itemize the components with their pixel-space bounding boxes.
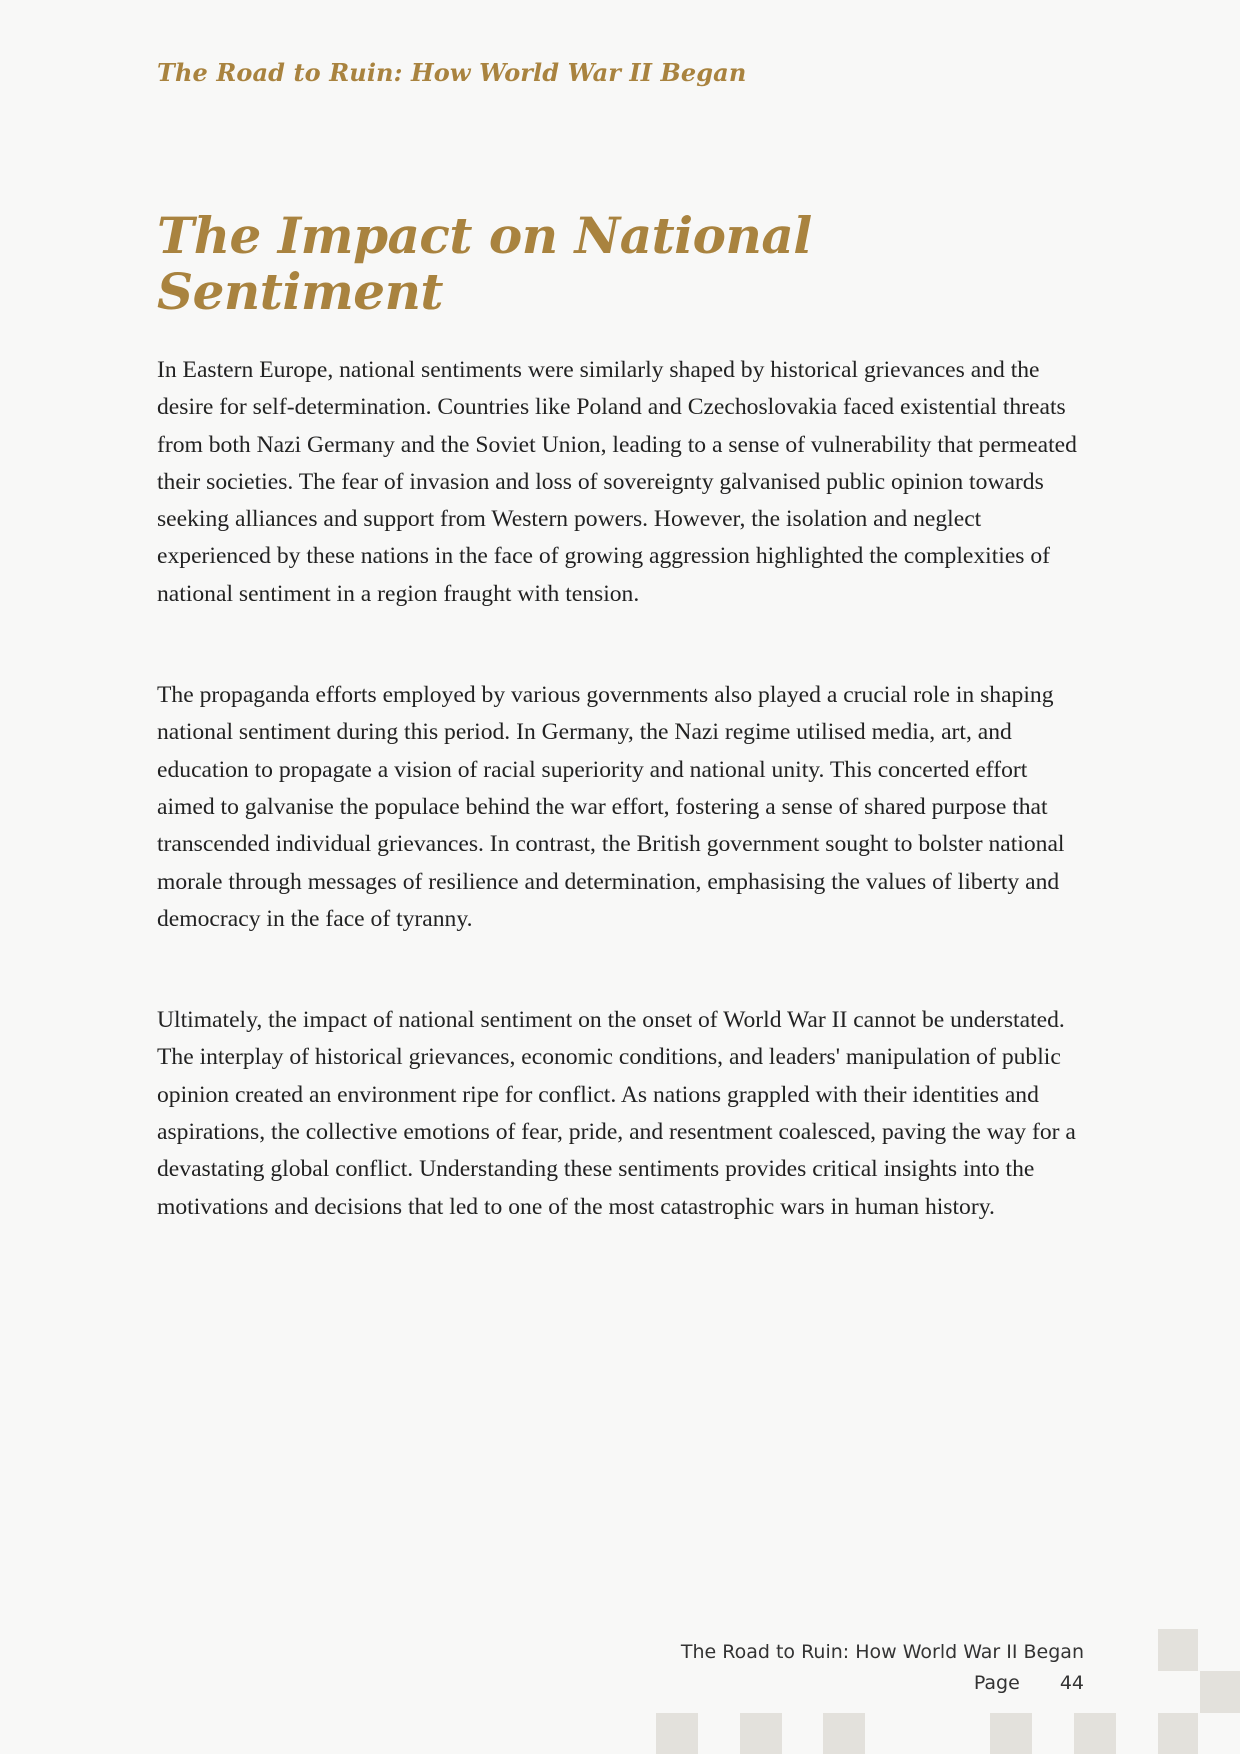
paragraph: The propaganda efforts employed by various governments also played a crucial role in shaping national sentiment during this period. In Germany, the Nazi regime utilised media, art, and education to propagate a vision of racial superiority and national unity. This concerted effort aimed to galvanise the populace behind the war effort, fostering a sense of shared purpose that transcended individual grievances. In contrast, the British government sought to bolster national morale through messages of resilience and determination, emphasising the values of liberty and democracy in the face of tyranny. <box>157 682 1065 932</box>
decorative-square <box>1200 1671 1240 1713</box>
decorative-square <box>1158 1629 1198 1671</box>
decorative-square <box>823 1713 865 1754</box>
page-label: Page <box>973 1672 1020 1694</box>
footer-page-number <box>974 1672 1084 1694</box>
decorative-square <box>990 1713 1032 1754</box>
page-number: 44 <box>1059 1672 1084 1694</box>
paragraph: Ultimately, the impact of national sentiment on the onset of World War II cannot be understated. The interplay of historical grievances, economic conditions, and leaders' manipulation of public opinion created an environment ripe for conflict. As nations grappled with their identities and aspirations, the collective emotions of fear, pride, and resentment coalesced, paving the way for a devastating global conflict. Understanding these sentiments provides critical insights into the motivations and decisions that led to one of the most catastrophic wars in human history. <box>157 1007 1076 1220</box>
decorative-square <box>1074 1713 1116 1754</box>
chapter-title: The Impact on National Sentiment <box>157 206 812 321</box>
footer-book-title: The Road to Ruin: How World War II Began <box>680 1641 1084 1663</box>
running-header: The Road to Ruin: How World War II Began <box>157 58 747 87</box>
body-text <box>157 352 1087 1290</box>
decorative-square <box>1158 1713 1198 1754</box>
decorative-square <box>740 1713 782 1754</box>
decorative-square <box>656 1713 698 1754</box>
paragraph: In Eastern Europe, national sentiments were similarly shaped by historical grievances and the desire for self-determination. Countries like Poland and Czechoslovakia faced existential threats from both Nazi Germany and the Soviet Union, leading to a sense of vulnerability that permeated their societies. The fear of invasion and loss of sovereignty galvanised public opinion towards seeking alliances and support from Western powers. However, the isolation and neglect experienced by these nations in the face of growing aggression highlighted the complexities of national sentiment in a region fraught with tension. <box>157 357 1077 607</box>
